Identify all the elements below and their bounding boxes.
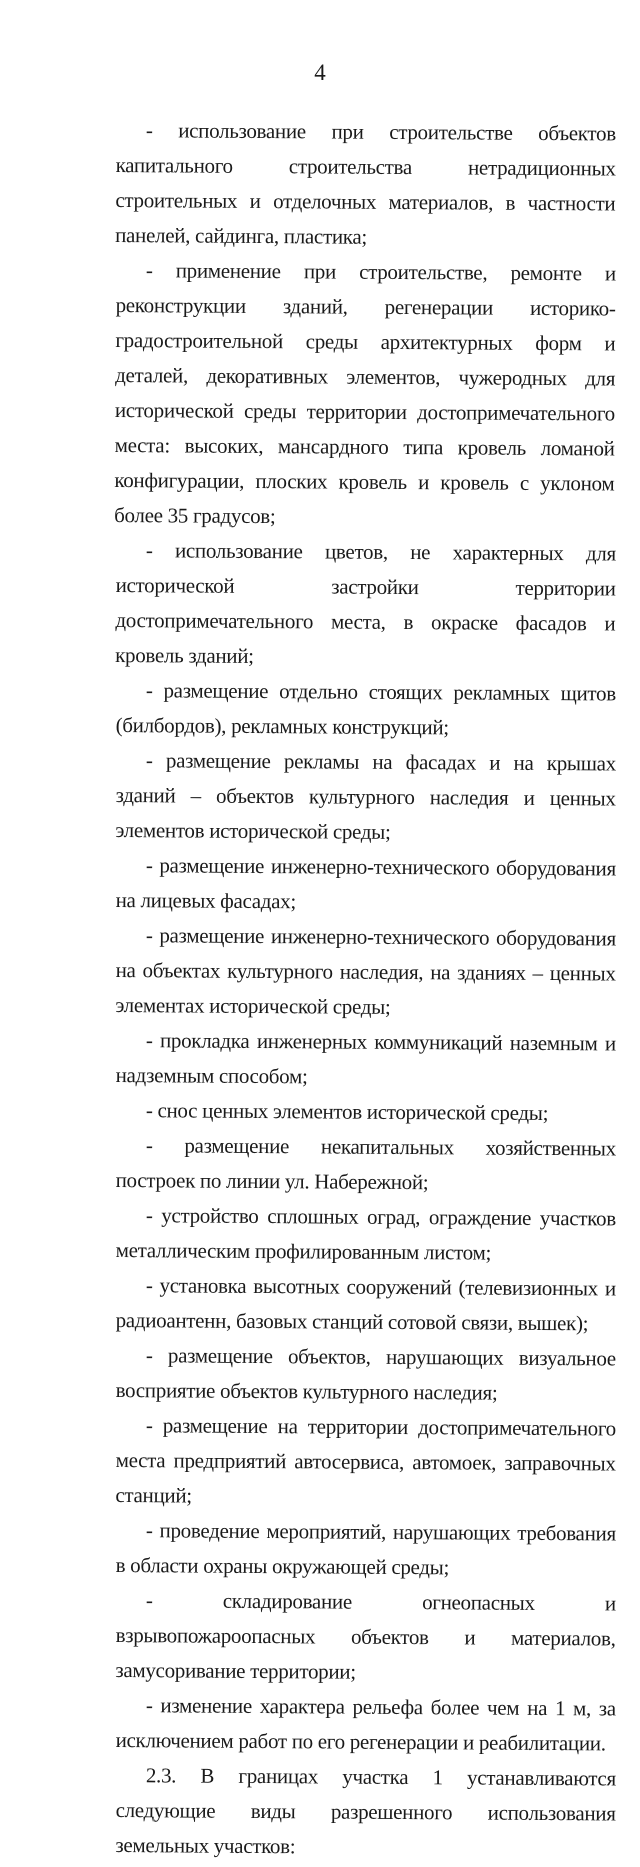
document-body	[116, 113, 616, 1863]
paragraph-environment-protection: - проведение мероприятий, нарушающих требования в области охраны окружающей среды;	[115, 1518, 616, 1580]
paragraph-solid-fences: - устройство сплошных оград, ограждение участков металлическим профилированным листом;	[115, 1203, 616, 1265]
paragraph-overground-communications: - прокладка инженерных коммуникаций наземным и надземным способом;	[115, 1028, 616, 1089]
paragraph-car-service: - размещение на территории достопримечательного места предприятий автосервиса, автомоек, заправочных станций;	[115, 1413, 616, 1508]
paragraph-advertising-on-facades: - размещение рекламы на фасадах и на крышах зданий – объектов культурного наследия и ценных элементов исторической среды;	[115, 748, 616, 844]
paragraph-temporary-buildings: - размещение некапитальных хозяйственных построек по линии ул. Набережной;	[115, 1133, 616, 1195]
page-number: 4	[314, 60, 326, 85]
paragraph-equipment-on-heritage-objects: - размещение инженерно-технического оборудования на объектах культурного наследия, на зданиях – ценных элементах исторической среды;	[115, 923, 616, 1019]
paragraph-nontraditional-materials: - использование при строительстве объектов капитального строительства нетрадиционных строительных и отделочных материалов, в частности панелей, сайдинга, пластика;	[115, 118, 616, 249]
paragraph-equipment-on-front-facades: - размещение инженерно-технического оборудования на лицевых фасадах;	[115, 853, 616, 914]
paragraph-demolition: - снос ценных элементов исторической среды;	[145, 1098, 549, 1126]
paragraph-hazardous-storage: - складирование огнеопасных и взрывопожароопасных объектов и материалов, замусоривание территории;	[115, 1588, 616, 1684]
paragraph-high-structures: - установка высотных сооружений (телевизионных и радиоантенн, базовых станций сотовой связи, вышек);	[115, 1273, 616, 1336]
paragraph-billboards: - размещение отдельно стоящих рекламных щитов (билбордов), рекламных конструкций;	[115, 678, 616, 740]
paragraph-uncharacteristic-colors: - использование цветов, не характерных для исторической застройки территории достопримечательного места, в окраске фасадов и кровель зданий;	[115, 538, 616, 668]
paragraph-section-2-3: 2.3. В границах участка 1 устанавливаются следующие виды разрешенного использования земельных участков:	[115, 1763, 616, 1859]
paragraph-relief-change: - изменение характера рельефа более чем на 1 м, за исключением работ по его регенерации и реабилитации.	[115, 1693, 616, 1756]
paragraph-visual-perception: - размещение объектов, нарушающих визуальное восприятие объектов культурного наследия;	[115, 1343, 616, 1405]
paragraph-alien-architectural-forms: - применение при строительстве, ремонте и реконструкции зданий, регенерации историко-градостроительной среды архитектурных форм и деталей, декоративных элементов, чужеродных для исторической среды территории достопримечательного места: высоких, мансардного типа кровель ломаной конфигурации, плоских кровель и кровель с уклоном более 35 градусов;	[114, 258, 616, 529]
